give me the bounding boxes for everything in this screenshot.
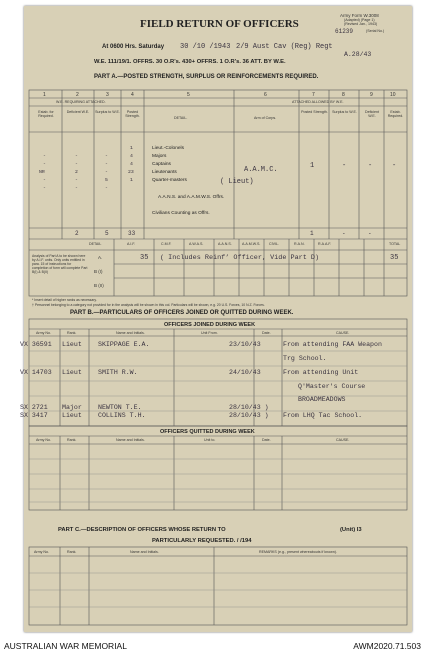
c4-r1: 1 bbox=[130, 146, 133, 151]
joined-title: OFFICERS JOINED DURING WEEK bbox=[164, 322, 256, 328]
quitted-h-cause: CAUSE. bbox=[336, 438, 350, 442]
archive-footer bbox=[0, 637, 427, 653]
joined-h-unit: Unit From. bbox=[201, 331, 218, 335]
c-h-rank: Rank. bbox=[67, 550, 77, 554]
total-deficient: 2 bbox=[75, 230, 79, 237]
col-num-1: 1 bbox=[43, 92, 46, 98]
c2-r2: - bbox=[75, 162, 78, 167]
att-posted-value: 1 bbox=[310, 162, 315, 170]
part-c-unit: (Unit) I3 bbox=[340, 527, 362, 533]
joined-army-no: SX 2721 bbox=[20, 404, 48, 411]
quitted-title: OFFICERS QUITTED DURING WEEK bbox=[160, 429, 255, 435]
total-att-dash-1: - bbox=[342, 230, 346, 237]
col-header-detail: DETAIL. bbox=[174, 116, 188, 120]
detail-civil: CIVIL. bbox=[269, 242, 279, 246]
col-num-10: 10 bbox=[390, 92, 396, 98]
rank-quartermasters: Quarter-masters bbox=[152, 178, 187, 183]
c1-r5: - bbox=[43, 186, 46, 191]
att-dash-3: - bbox=[392, 162, 397, 170]
col-header-surplus: Surplus to W.E. bbox=[95, 110, 120, 114]
att-dash-2: - bbox=[368, 162, 373, 170]
joined-rank: Major bbox=[62, 404, 82, 411]
form-revised: (Revised Jan., 1943) bbox=[344, 22, 378, 26]
c4-r4: 23 bbox=[128, 170, 134, 175]
c1-r2: - bbox=[43, 162, 46, 167]
c-h-name: Name and Initials. bbox=[130, 550, 159, 554]
joined-h-cause: CAUSE. bbox=[336, 331, 350, 335]
group-att-header: ATTACHED ALLOWED BY W.E. bbox=[292, 100, 344, 104]
col-header-att-posted: Posted Strength. bbox=[301, 110, 328, 114]
footer-accession: AWM2020.71.503 bbox=[353, 641, 421, 651]
joined-h-name: Name and Initials. bbox=[116, 331, 145, 335]
joined-army-no: SX 3417 bbox=[20, 412, 48, 419]
col-num-9: 9 bbox=[370, 92, 373, 98]
joined-rank: Lieut bbox=[62, 412, 82, 419]
joined-name: SKIPPAGE E.A. bbox=[98, 341, 150, 348]
rank-captains: Captains bbox=[152, 162, 171, 167]
rank-majors: Majors bbox=[152, 154, 167, 159]
detail-row-b1: B (I) bbox=[94, 269, 103, 274]
col-num-4: 4 bbox=[131, 92, 134, 98]
return-date: 30 /10 /1943 bbox=[180, 43, 231, 51]
col-header-att-estab: Estab. Required. bbox=[387, 110, 404, 118]
joined-army-no: VX 14703 bbox=[20, 369, 52, 376]
col-header-att-surplus: Surplus to W.E. bbox=[332, 110, 357, 114]
detail-row-b2: B (II) bbox=[94, 283, 104, 288]
reference-number: A.28/43 bbox=[344, 51, 372, 58]
footer-institution: AUSTRALIAN WAR MEMORIAL bbox=[4, 641, 127, 651]
total-value: 35 bbox=[390, 254, 399, 262]
total-att-dash-2: - bbox=[368, 230, 372, 237]
arm-of-corps: A.A.M.C. bbox=[244, 166, 278, 174]
total-surplus: 5 bbox=[105, 230, 109, 237]
detail-aif: A.I.F. bbox=[127, 242, 136, 246]
c4-r5: 1 bbox=[130, 178, 133, 183]
c2-r1: - bbox=[75, 154, 78, 159]
joined-date: 28/10/43 ) bbox=[229, 412, 269, 419]
quitted-h-date: Date. bbox=[262, 438, 271, 442]
joined-name: NEWTON T.E. bbox=[98, 404, 142, 411]
form-sheet bbox=[20, 6, 412, 632]
group-we-header: W.E. REQUIRING ATTACHED. bbox=[56, 100, 106, 104]
joined-name: COLLINS T.H. bbox=[98, 412, 146, 419]
joined-date: 28/10/43 ) bbox=[229, 404, 269, 411]
col-header-estab: Estab. for Required. bbox=[38, 110, 54, 118]
joined-cause: From LHQ Tac School. bbox=[283, 412, 363, 419]
footnote-2: † Personnel belonging to a category not provided for in the analysis will be shown in this col. Particulars will be shown, e.g. 20 U.S. Forces, 10 N.Z. Forces. bbox=[32, 303, 265, 307]
detail-row-a: A. bbox=[98, 255, 103, 260]
col-header-deficient: Deficient W.E. bbox=[66, 110, 90, 114]
serial-label: (Serial No.) bbox=[366, 29, 385, 33]
rank-aans: A.A.N.S. and A.A.M.W.S. Offrs. bbox=[158, 195, 225, 200]
quitted-h-unit: Unit to. bbox=[204, 438, 216, 442]
quitted-h-name: Name and Initials. bbox=[116, 438, 145, 442]
part-c-requested: PARTICULARLY REQUESTED. / /194 bbox=[152, 538, 252, 544]
col-header-arm: Arm of Corps. bbox=[254, 116, 277, 120]
c-h-army: Army No. bbox=[34, 550, 49, 554]
quitted-h-rank: Rank. bbox=[67, 438, 77, 442]
col-num-6: 6 bbox=[264, 92, 267, 98]
c3-r2: - bbox=[105, 162, 108, 167]
col-header-att-deficient: Deficient W.E. bbox=[365, 110, 379, 118]
c2-r5: - bbox=[75, 186, 78, 191]
rank-lieutenants: Lieutenants bbox=[152, 170, 177, 175]
total-posted: 33 bbox=[128, 230, 136, 237]
joined-cause: Q'Master's Course bbox=[298, 383, 366, 390]
joined-h-army: Army No. bbox=[36, 331, 51, 335]
total-att-posted: 1 bbox=[310, 230, 314, 237]
at-line-prefix: At 0600 Hrs. Saturday bbox=[102, 44, 165, 50]
detail-cmf: C.M.F. bbox=[161, 242, 172, 246]
detail-aamws: A.A.M.W.S. bbox=[242, 242, 261, 246]
part-a-title: PART A.—POSTED STRENGTH, SURPLUS OR REINFORCEMENTS REQUIRED. bbox=[94, 74, 319, 80]
form-number: Army Form W.3008 bbox=[340, 13, 379, 18]
att-dash-1: - bbox=[342, 162, 347, 170]
unit-name: 2/9 Aust Cav (Reg) Regt bbox=[236, 43, 333, 51]
col-num-5: 5 bbox=[187, 92, 190, 98]
joined-cause: BROADMEADOWS bbox=[298, 396, 346, 403]
c3-r5: - bbox=[105, 186, 108, 191]
serial-number: 61239 bbox=[335, 28, 354, 35]
col-num-7: 7 bbox=[312, 92, 315, 98]
col-num-2: 2 bbox=[76, 92, 79, 98]
form-title: FIELD RETURN OF OFFICERS bbox=[140, 18, 299, 30]
rank-civilians: Civilians Counting as Offrs. bbox=[152, 211, 210, 216]
joined-date: 23/10/43 bbox=[229, 341, 261, 348]
joined-h-date: Date. bbox=[262, 331, 271, 335]
quitted-h-army: Army No. bbox=[36, 438, 51, 442]
joined-cause: Trg School. bbox=[283, 355, 327, 362]
detail-ran: R.A.N. bbox=[294, 242, 305, 246]
detail-label: DETAIL bbox=[89, 242, 102, 246]
joined-cause: From attending FAA Weapon bbox=[283, 341, 382, 348]
footnote-1: * Insert detail of higher ranks as necessary. bbox=[32, 298, 97, 302]
joined-army-no: VX 36591 bbox=[20, 341, 52, 348]
analysis-note: Analysis of Part A to be shown here by A.I.F. units. Only units entitled in para. 15 of instructions for completion of form will complete Part B(I) & B(II) bbox=[32, 254, 88, 274]
c-h-remarks: REMARKS (e.g., present whereabouts if known). bbox=[259, 550, 337, 554]
col-num-3: 3 bbox=[106, 92, 109, 98]
part-b-title: PART B.—PARTICULARS OF OFFICERS JOINED OR QUITTED DURING WEEK. bbox=[70, 310, 294, 316]
joined-date: 24/10/43 bbox=[229, 369, 261, 376]
rank-lt-colonels: Lieut.-Colonels bbox=[152, 146, 184, 151]
c4-r2: 4 bbox=[130, 154, 133, 159]
c3-r1: - bbox=[105, 154, 108, 159]
c4-r3: 4 bbox=[130, 162, 133, 167]
detail-total: TOTAL bbox=[389, 242, 401, 246]
we-line: W.E. 111/19/1. OFFRS. 30 O.R's. 430+ OFFRS. 1 O.R's. 36 ATT. BY W.E. bbox=[94, 59, 286, 65]
detail-aans: A.A.N.S. bbox=[218, 242, 232, 246]
detail-raaf: R.A.A.F. bbox=[318, 242, 332, 246]
c1-r4: - bbox=[43, 178, 46, 183]
joined-h-rank: Rank. bbox=[67, 331, 77, 335]
col-num-8: 8 bbox=[342, 92, 345, 98]
c2-r3: 2 bbox=[75, 170, 78, 175]
form-adapted: (Adapted) (Page 1) bbox=[344, 18, 375, 22]
col-header-posted: Posted Strength. bbox=[125, 110, 140, 118]
c2-r4: - bbox=[75, 178, 78, 183]
arm-rank: ( Lieut) bbox=[220, 178, 254, 186]
includes-note: ( Includes Reinf’ Officer, Vide Part D) bbox=[160, 254, 320, 262]
joined-rank: Lieut bbox=[62, 369, 82, 376]
part-c-title: PART C.—DESCRIPTION OF OFFICERS WHOSE RETURN TO bbox=[58, 527, 226, 533]
joined-name: SMITH R.W. bbox=[98, 369, 138, 376]
joined-cause: From attending Unit bbox=[283, 369, 359, 376]
joined-rank: Lieut bbox=[62, 341, 82, 348]
c3-r3: - bbox=[105, 170, 108, 175]
c1-r1: - bbox=[43, 154, 46, 159]
c3-r4: 5 bbox=[105, 178, 108, 183]
c1-r3: NR bbox=[39, 170, 45, 175]
aif-value: 35 bbox=[140, 254, 149, 262]
detail-awas: A.W.A.S. bbox=[189, 242, 204, 246]
